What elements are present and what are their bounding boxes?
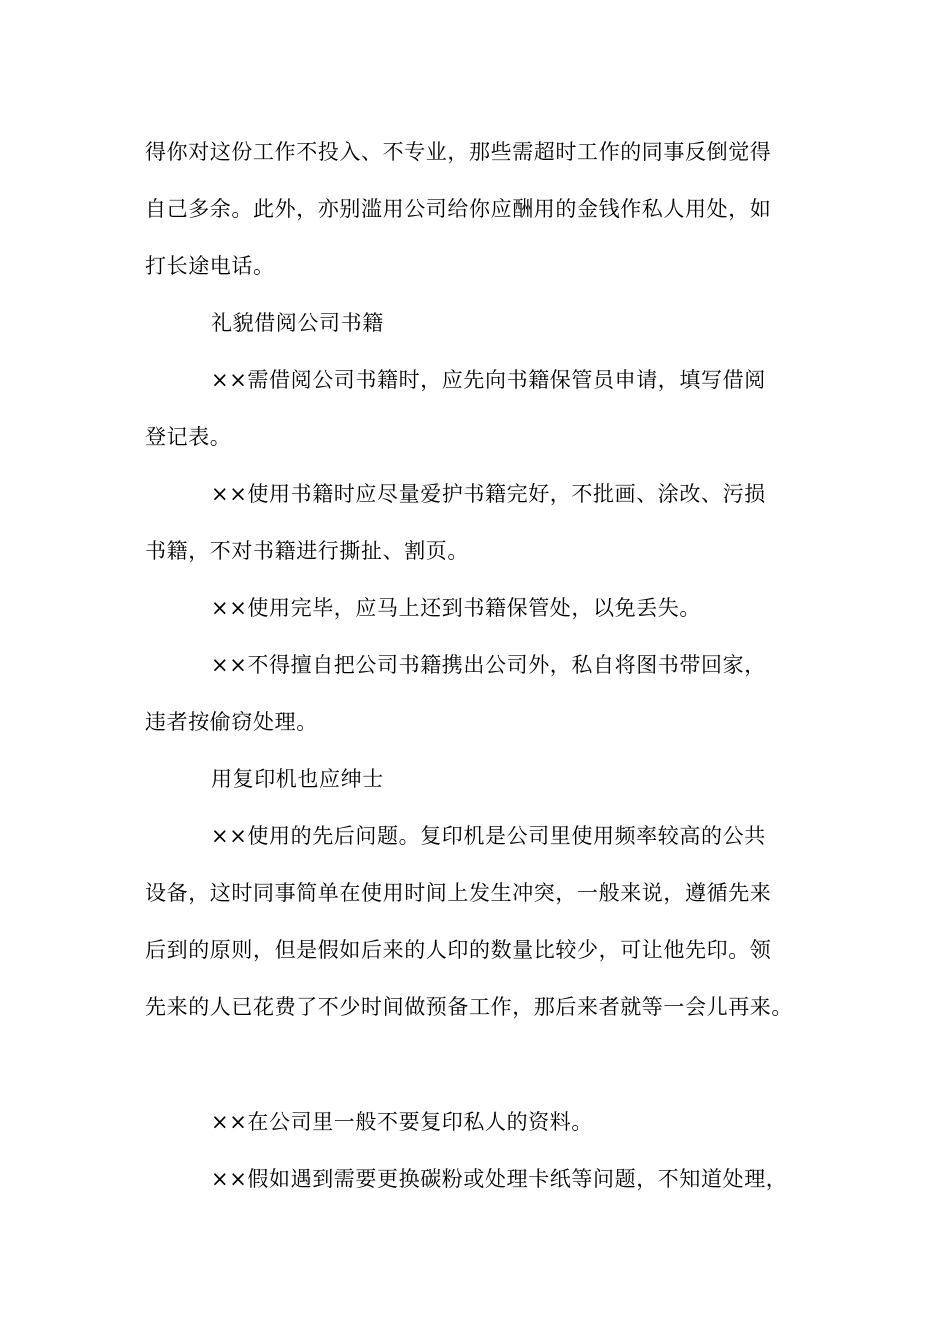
paragraph-line: ××使用完毕，应马上还到书籍保管处，以免丢失。 — [211, 596, 701, 620]
section-heading: 礼貌借阅公司书籍 — [211, 311, 384, 335]
paragraph-line: ××不得擅自把公司书籍携出公司外，私自将图书带回家， — [211, 653, 766, 677]
paragraph-line: 先来的人已花费了不少时间做预备工作，那后来者就等一会儿再来。 — [145, 995, 793, 1019]
paragraph-line: 后到的原则，但是假如后来的人印的数量比较少，可让他先印。领 — [145, 938, 772, 962]
paragraph-line: 违者按偷窃处理。 — [145, 710, 318, 734]
section-heading: 用复印机也应绅士 — [211, 767, 384, 791]
paragraph-line: 打长途电话。 — [145, 254, 275, 278]
paragraph-line: 设备，这时同事简单在使用时间上发生冲突，一般来说，遵循先来 — [145, 881, 772, 905]
paragraph-line: ××需借阅公司书籍时，应先向书籍保管员申请，填写借阅 — [211, 368, 766, 392]
paragraph-line: 登记表。 — [145, 425, 232, 449]
paragraph-line: ××使用书籍时应尽量爱护书籍完好，不批画、涂改、污损 — [211, 482, 766, 506]
paragraph-line: 书籍，不对书籍进行撕扯、割页。 — [145, 539, 469, 563]
paragraph-line: ××在公司里一般不要复印私人的资料。 — [211, 1110, 593, 1134]
paragraph-line: ××假如遇到需要更换碳粉或处理卡纸等问题，不知道处理， — [211, 1167, 788, 1191]
paragraph-line: 得你对这份工作不投入、不专业，那些需超时工作的同事反倒觉得 — [145, 140, 772, 164]
paragraph-line: 自己多余。此外，亦别滥用公司给你应酬用的金钱作私人用处，如 — [145, 197, 772, 221]
paragraph-line: ××使用的先后问题。复印机是公司里使用频率较高的公共 — [211, 824, 766, 848]
